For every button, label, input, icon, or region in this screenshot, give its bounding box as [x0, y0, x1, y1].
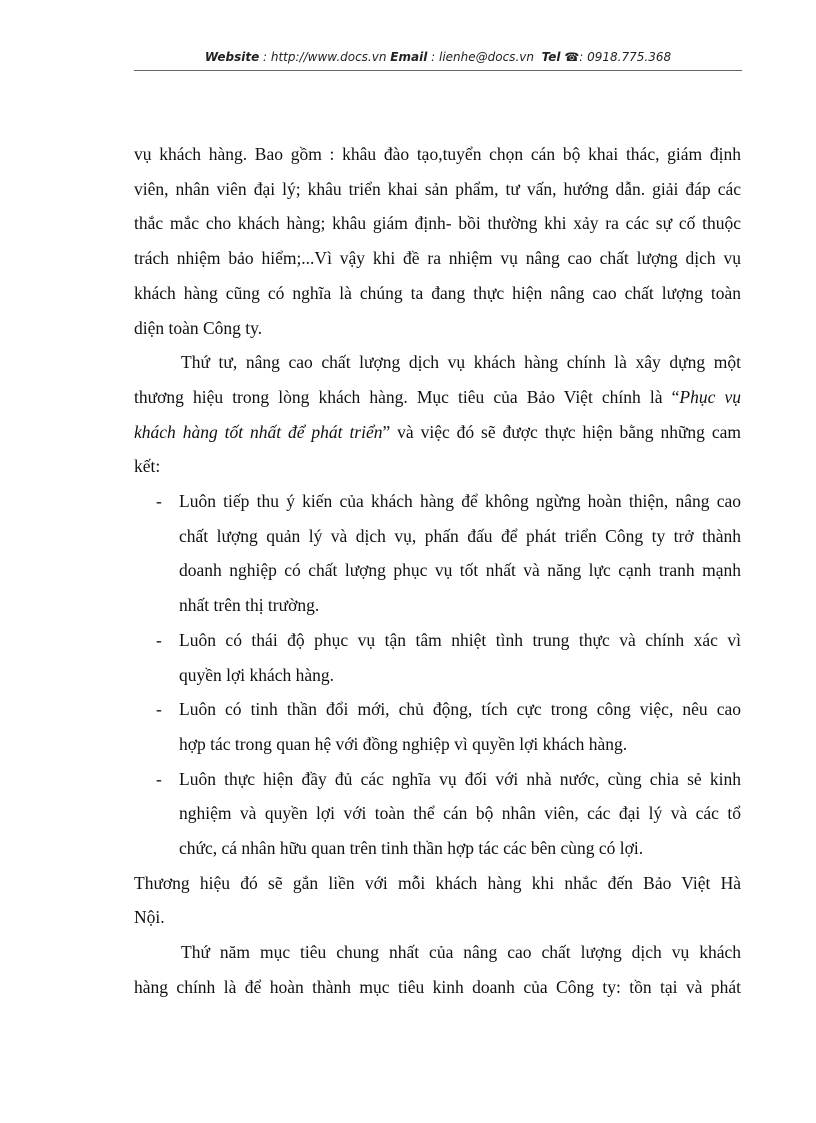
text-line: nhất trên thị trường. — [179, 595, 320, 616]
text-line: Thương hiệu đó sẽ gắn liền với mỗi khách hàng khi nhắc đến Bảo Việt Hà — [134, 872, 741, 893]
text-span: ” và việc đó sẽ được thực hiện bằng những cam — [382, 421, 741, 442]
text-line: viên, nhân viên đại lý; khâu triển khai sản phẩm, tư vấn, hướng dẫn. giải đáp các — [134, 178, 741, 199]
text-line: Luôn có tinh thần đổi mới, chủ động, tích cực trong công việc, nêu cao — [179, 699, 741, 720]
list-item — [134, 762, 741, 866]
text-line: doanh nghiệp có chất lượng phục vụ tốt nhất và năng lực cạnh tranh mạnh — [179, 560, 741, 581]
text-line: nghiệm và quyền lợi với toàn thể cán bộ nhân viên, các đại lý và các tổ — [179, 803, 741, 824]
text-line: khách hàng cũng có nghĩa là chúng ta đang thực hiện nâng cao chất lượng toàn — [134, 282, 741, 303]
text-line: diện toàn Công ty. — [134, 317, 263, 338]
paragraph-fifth — [134, 935, 741, 1004]
text-line: kết: — [134, 456, 161, 477]
paragraph-brand — [134, 866, 741, 935]
text-line: Luôn có thái độ phục vụ tận tâm nhiệt tình trung thực và chính xác vì — [179, 629, 741, 650]
text-line: chất lượng quản lý và dịch vụ, phấn đấu để phát triển Công ty trở thành — [179, 525, 741, 546]
text-line: hàng chính là để hoàn thành mục tiêu kinh doanh của Công ty: tồn tại và phát — [134, 976, 741, 997]
text-line: Thứ tư, nâng cao chất lượng dịch vụ khách hàng chính là xây dựng một — [181, 352, 741, 373]
email-label: Email — [390, 50, 428, 64]
phone-icon: ☎ — [564, 50, 580, 64]
bullet-dash: - — [156, 629, 162, 650]
paragraph-fourth — [134, 345, 741, 484]
text-line: quyền lợi khách hàng. — [179, 664, 335, 685]
text-span: thương hiệu trong lòng khách hàng. Mục tiêu của Bảo Việt chính là “ — [134, 386, 680, 407]
text-line: Luôn thực hiện đầy đủ các nghĩa vụ đối với nhà nước, cùng chia sẻ kinh — [179, 768, 741, 789]
bullet-dash: - — [156, 768, 162, 789]
text-line: trách nhiệm bảo hiểm;...Vì vậy khi đề ra nhiệm vụ nâng cao chất lượng dịch vụ — [134, 248, 741, 269]
text-line: vụ khách hàng. Bao gồm : khâu đào tạo,tuyển chọn cán bộ khai thác, giám định — [134, 144, 741, 164]
commitment-list — [134, 484, 741, 866]
list-item — [134, 692, 741, 761]
header-divider — [134, 70, 742, 71]
quote-italic: Phục vụ — [679, 386, 741, 407]
text-line — [134, 380, 741, 415]
paragraph-scope — [134, 137, 741, 345]
text-line — [134, 415, 741, 450]
document-body — [134, 137, 741, 1005]
text-line: hợp tác trong quan hệ với đồng nghiệp vì quyền lợi khách hàng. — [179, 733, 628, 754]
website-label: Website — [204, 50, 260, 64]
quote-italic: khách hàng tốt nhất để phát triển — [134, 421, 383, 442]
list-item — [134, 623, 741, 692]
tel-label: Tel — [541, 50, 561, 64]
text-line: chức, cá nhân hữu quan trên tinh thần hợp tác các bên cùng có lợi. — [179, 838, 644, 859]
website-url[interactable]: : http://www.docs.vn — [259, 50, 391, 64]
bullet-dash: - — [156, 491, 162, 512]
text-line: Nội. — [134, 907, 165, 928]
list-item — [134, 484, 741, 623]
text-line: Thứ năm mục tiêu chung nhất của nâng cao chất lượng dịch vụ khách — [181, 942, 741, 963]
email-address[interactable]: : lienhe@docs.vn — [427, 50, 538, 64]
bullet-dash: - — [156, 699, 162, 720]
page-header — [134, 50, 742, 64]
text-line: Luôn tiếp thu ý kiến của khách hàng để không ngừng hoàn thiện, nâng cao — [179, 491, 741, 512]
text-line: thắc mắc cho khách hàng; khâu giám định- bồi thường khi xảy ra các sự cố thuộc — [134, 213, 741, 234]
tel-number: : 0918.775.368 — [579, 50, 672, 64]
